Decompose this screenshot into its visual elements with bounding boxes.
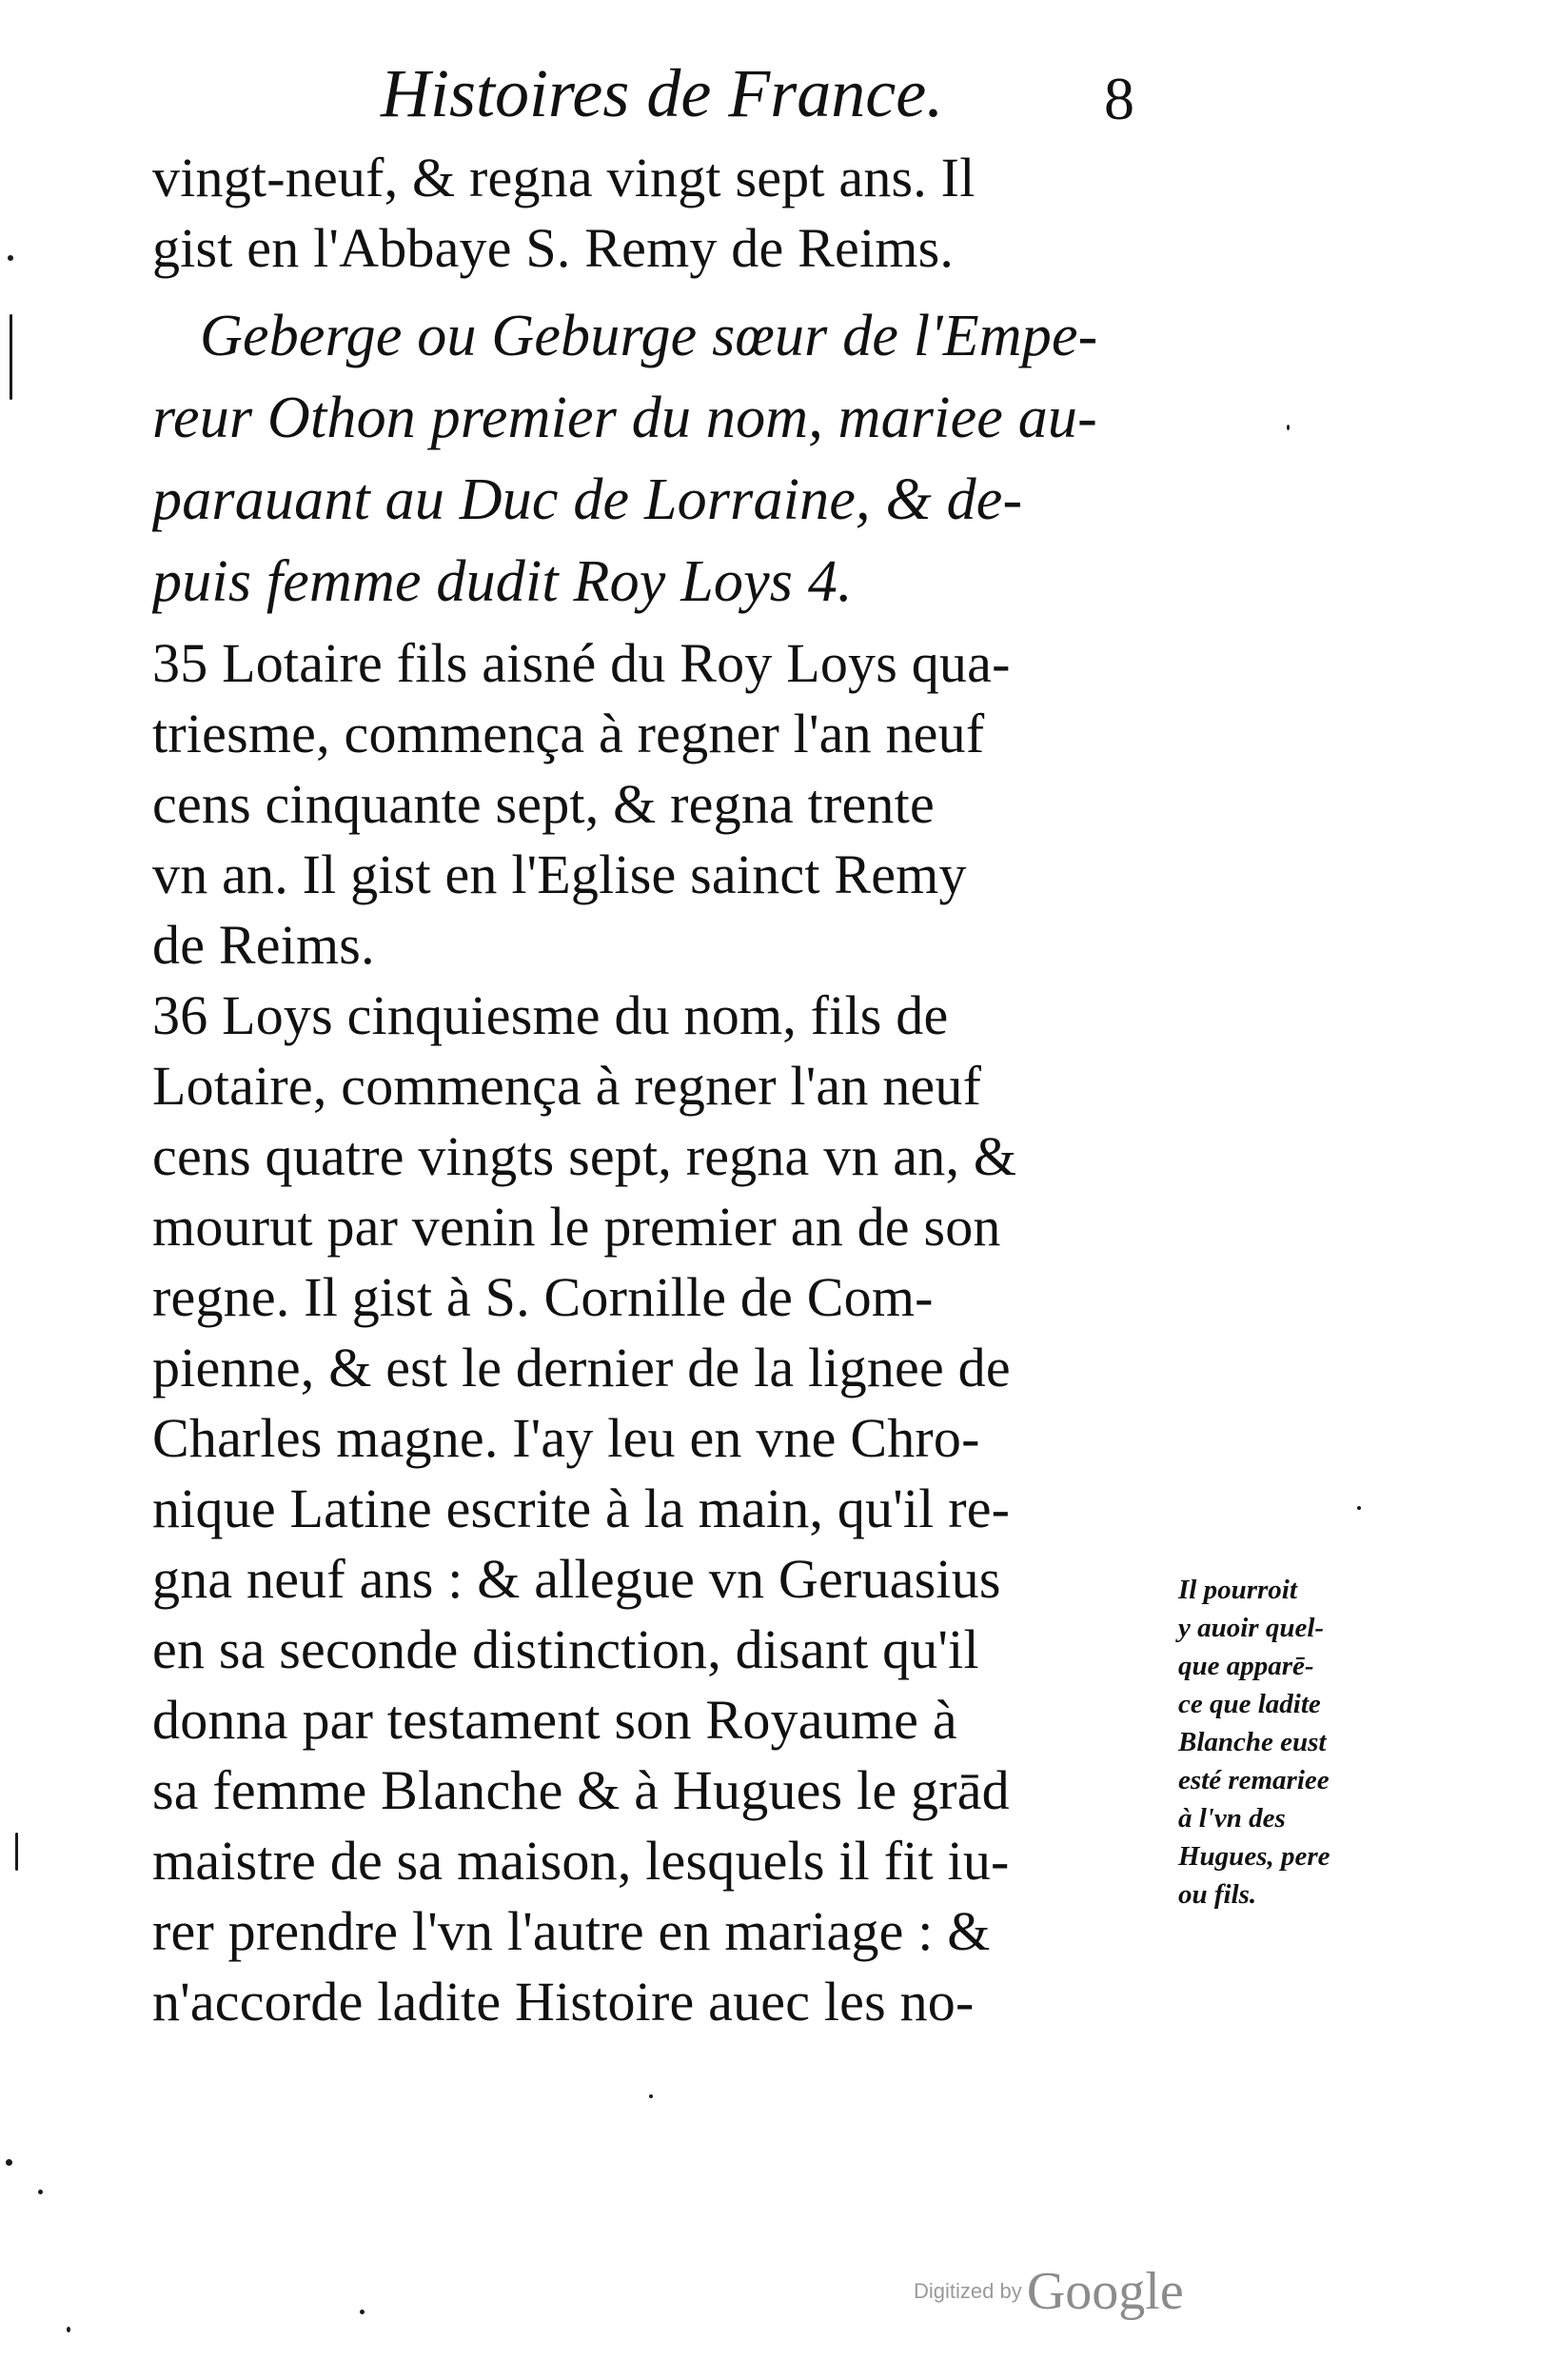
scan-speck	[38, 2190, 43, 2194]
italic-line: Geberge ou Geburge sœur de l'Empe-	[200, 304, 1098, 368]
paragraph-36-loys	[152, 981, 1161, 2037]
scan-speck	[15, 1833, 18, 1871]
paragraph-35-lotaire	[152, 628, 1161, 981]
text-line: cens cinquante sept, & regna trente	[152, 773, 935, 835]
scan-speck	[6, 2159, 12, 2166]
scan-speck	[649, 2094, 653, 2098]
margin-note	[1178, 1571, 1397, 1914]
margin-note-line: y auoir quel-	[1178, 1613, 1325, 1643]
margin-note-line: Blanche eust	[1178, 1727, 1327, 1757]
text-line: de Reims.	[152, 914, 375, 976]
digitized-watermark	[914, 2261, 1184, 2322]
text-line: vn an. Il gist en l'Eglise sainct Remy	[152, 843, 967, 905]
text-line: n'accorde ladite Histoire auec les no-	[152, 1971, 975, 2033]
text-line: cens quatre vingts sept, regna vn an, &	[152, 1125, 1017, 1187]
scan-speck	[67, 2327, 70, 2332]
margin-note-line: ce que ladite	[1178, 1689, 1321, 1719]
italic-line: parauant au Duc de Lorraine, & de-	[152, 467, 1023, 532]
italic-line: puis femme dudit Roy Loys 4.	[152, 549, 853, 614]
text-line: nique Latine escrite à la main, qu'il re-	[152, 1478, 1011, 1539]
page-number: 8	[1104, 65, 1134, 132]
scan-speck	[360, 2310, 365, 2314]
google-logo: Google	[1026, 2262, 1184, 2321]
paragraph-carryover	[152, 143, 1161, 284]
main-text-column	[152, 143, 1161, 2037]
text-line: gist en l'Abbaye S. Remy de Reims.	[152, 217, 955, 279]
margin-note-line: ou fils.	[1178, 1879, 1257, 1910]
text-line: triesme, commença à regner l'an neuf	[152, 703, 985, 764]
scan-speck	[10, 314, 12, 400]
text-line: 36 Loys cinquiesme du nom, fils de	[152, 984, 949, 1046]
watermark-prefix: Digitized by	[914, 2279, 1022, 2303]
text-line: sa femme Blanche & à Hugues le grād	[152, 1759, 1010, 1821]
italic-line: reur Othon premier du nom, mariee au-	[152, 386, 1097, 450]
margin-note-line: esté remariee	[1178, 1765, 1330, 1795]
text-line: maistre de sa maison, lesquels il fit iu-	[152, 1830, 1010, 1892]
scan-speck	[1287, 425, 1290, 430]
text-line: mourut par venin le premier an de son	[152, 1196, 1001, 1258]
text-line: pienne, & est le dernier de la lignee de	[152, 1337, 1011, 1398]
text-line: 35 Lotaire fils aisné du Roy Loys qua-	[152, 632, 1011, 694]
text-line: regne. Il gist à S. Cornille de Com-	[152, 1266, 934, 1328]
margin-note-line: à l'vn des	[1178, 1803, 1286, 1834]
text-line: Lotaire, commença à regner l'an neuf	[152, 1055, 982, 1117]
margin-note-line: Il pourroit	[1178, 1575, 1297, 1605]
text-line: Charles magne. I'ay leu en vne Chro-	[152, 1407, 980, 1469]
scan-speck	[8, 255, 13, 261]
text-line: en sa seconde distinction, disant qu'il	[152, 1618, 979, 1680]
running-title: Histoires de France.	[381, 55, 944, 131]
text-line: gna neuf ans : & allegue vn Geruasius	[152, 1548, 1001, 1610]
italic-note-geberge	[152, 295, 1161, 623]
text-line: vingt-neuf, & regna vingt sept ans. Il	[152, 147, 976, 208]
scan-speck	[1357, 1506, 1361, 1510]
margin-note-line: que apparē-	[1178, 1651, 1314, 1681]
text-line: rer prendre l'vn l'autre en mariage : &	[152, 1900, 991, 1962]
margin-note-line: Hugues, pere	[1178, 1841, 1330, 1872]
text-line: donna par testament son Royaume à	[152, 1689, 957, 1751]
